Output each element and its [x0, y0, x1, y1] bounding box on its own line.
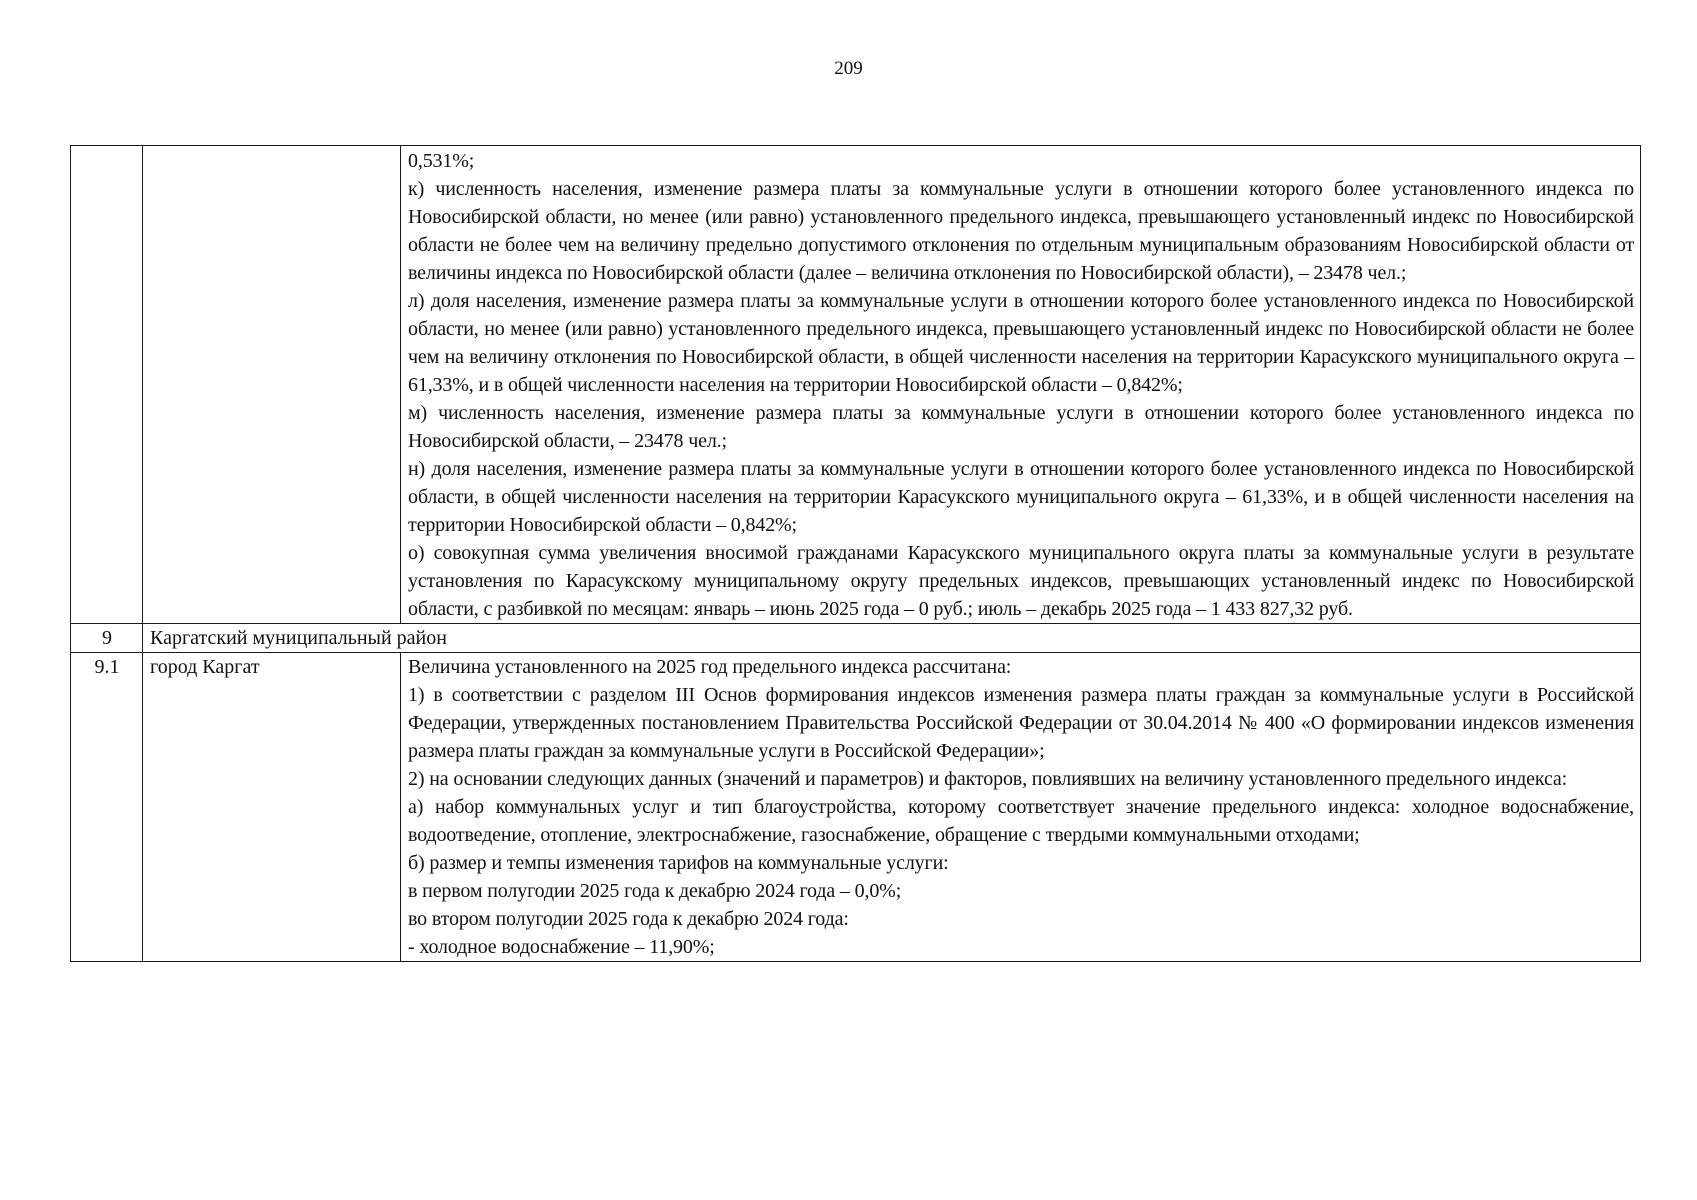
row-number-cell [71, 146, 143, 624]
paragraph: - холодное водоснабжение – 11,90%; [408, 936, 715, 958]
paragraph: к) численность населения, изменение размера платы за коммунальные услуги в отношении которого более установленного индекса по Новосибирской области, но менее (или равно) установленного предельного индекса, превышающего установленный индекс по Новосибирской области не более чем на величину предельно допустимого отклонения по отдельным муниципальным образованиям Новосибирской области от величины индекса по Новосибирской области (далее – величина отклонения по Новосибирской области), – 23478 чел.; [408, 178, 1634, 284]
paragraph: 0,531%; [408, 150, 475, 172]
paragraph: б) размер и темпы изменения тарифов на коммунальные услуги: [408, 852, 949, 874]
table-row [71, 653, 1641, 962]
row-number-cell: 9.1 [71, 653, 143, 962]
row-name-cell: город Каргат [143, 653, 401, 962]
paragraph: в первом полугодии 2025 года к декабрю 2024 года – 0,0%; [408, 880, 902, 902]
paragraph: 2) на основании следующих данных (значений и параметров) и факторов, повлиявших на величину установленного предельного индекса: [408, 768, 1568, 790]
table-row [71, 624, 1641, 653]
paragraph: л) доля населения, изменение размера платы за коммунальные услуги в отношении которого более установленного индекса по Новосибирской области, но менее (или равно) установленного предельного индекса, превышающего установленный индекс по Новосибирской области не более чем на величину отклонения по Новосибирской области, в общей численности населения на территории Карасукского муниципального округа – 61,33%, и в общей численности населения на территории Новосибирской области – 0,842%; [408, 290, 1634, 396]
paragraph: н) доля населения, изменение размера платы за коммунальные услуги в отношении которого более установленного индекса по Новосибирской области, в общей численности населения на территории Карасукского муниципального округа – 61,33%, и в общей численности населения на территории Новосибирской области – 0,842%; [408, 458, 1634, 536]
paragraph: 1) в соответствии с разделом III Основ формирования индексов изменения размера платы граждан за коммунальные услуги в Российской Федерации, утвержденных постановлением Правительства Российской Федерации от 30.04.2014 № 400 «О формировании индексов изменения размера платы граждан за коммунальные услуги в Российской Федерации»; [408, 684, 1634, 762]
document-table [70, 145, 1641, 962]
row-number-cell: 9 [71, 624, 143, 653]
row-name-cell [143, 146, 401, 624]
page-number: 209 [834, 58, 863, 79]
paragraph: во втором полугодии 2025 года к декабрю 2024 года: [408, 908, 849, 930]
section-title-cell: Каргатский муниципальный район [143, 624, 1641, 653]
paragraph: Величина установленного на 2025 год предельного индекса рассчитана: [408, 656, 1012, 678]
paragraph: о) совокупная сумма увеличения вносимой гражданами Карасукского муниципального округа платы за коммунальные услуги в результате установления по Карасукскому муниципальному округу предельных индексов, превышающих установленный индекс по Новосибирской области, с разбивкой по месяцам: январь – июнь 2025 года – 0 руб.; июль – декабрь 2025 года – 1 433 827,32 руб. [408, 542, 1634, 620]
row-text-cell [401, 653, 1641, 962]
paragraph: а) набор коммунальных услуг и тип благоустройства, которому соответствует значение предельного индекса: холодное водоснабжение, водоотведение, отопление, электроснабжение, газоснабжение, обращение с твердыми коммунальными отходами; [408, 796, 1634, 846]
row-text-cell [401, 146, 1641, 624]
table-row [71, 146, 1641, 624]
paragraph: м) численность населения, изменение размера платы за коммунальные услуги в отношении которого более установленного индекса по Новосибирской области, – 23478 чел.; [408, 402, 1634, 452]
